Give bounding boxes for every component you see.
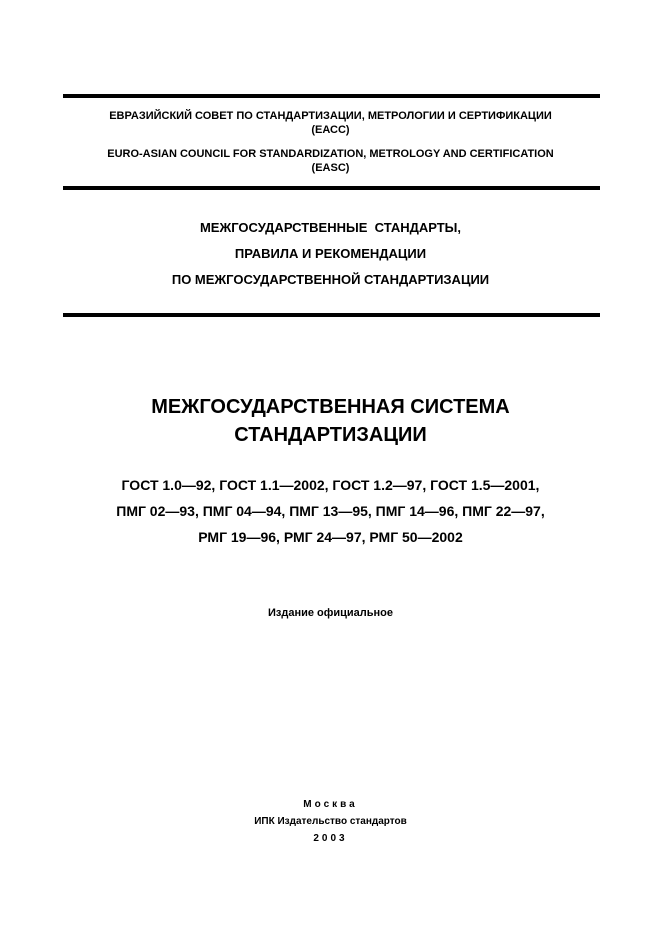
standards-line-2: ПМГ 02—93, ПМГ 04—94, ПМГ 13—95, ПМГ 14—96, ПМГ 22—97,: [116, 503, 545, 519]
main-title-line-2: СТАНДАРТИЗАЦИИ: [234, 424, 427, 446]
imprint-year: 2003: [313, 833, 348, 844]
standards-line-3: РМГ 19—96, РМГ 24—97, РМГ 50—2002: [198, 529, 463, 545]
council-abbr-ru: (ЕАСС): [311, 124, 350, 136]
series-line-2: ПРАВИЛА И РЕКОМЕНДАЦИИ: [234, 246, 427, 261]
top-rule: [63, 94, 600, 98]
imprint-block: [40, 796, 621, 847]
series-line-3: ПО МЕЖГОСУДАРСТВЕННОЙ СТАНДАРТИЗАЦИИ: [171, 272, 490, 287]
standards-line-1: ГОСТ 1.0—92, ГОСТ 1.1—2002, ГОСТ 1.2—97, ГОСТ 1.5—2001,: [121, 477, 540, 493]
council-block: [40, 109, 621, 175]
main-title-line-1: МЕЖГОСУДАРСТВЕННАЯ СИСТЕМА: [151, 396, 510, 418]
edition-label: Издание официальное: [267, 607, 394, 619]
imprint-publisher: ИПК Издательство стандартов: [254, 816, 407, 827]
series-line-1: МЕЖГОСУДАРСТВЕННЫЕ СТАНДАРТЫ,: [199, 220, 462, 235]
middle-rule: [63, 186, 600, 190]
council-abbr-en: (EASC): [311, 162, 350, 174]
main-title: [40, 393, 621, 449]
series-heading: [40, 215, 621, 293]
lower-rule: [63, 313, 600, 317]
council-name-ru: ЕВРАЗИЙСКИЙ СОВЕТ ПО СТАНДАРТИЗАЦИИ, МЕТРОЛОГИИ И СЕРТИФИКАЦИИ: [109, 110, 552, 122]
council-name-en: EURO-ASIAN COUNCIL FOR STANDARDIZATION, METROLOGY AND CERTIFICATION: [107, 148, 554, 160]
imprint-city: Москва: [303, 799, 358, 810]
standards-list: [40, 472, 621, 550]
